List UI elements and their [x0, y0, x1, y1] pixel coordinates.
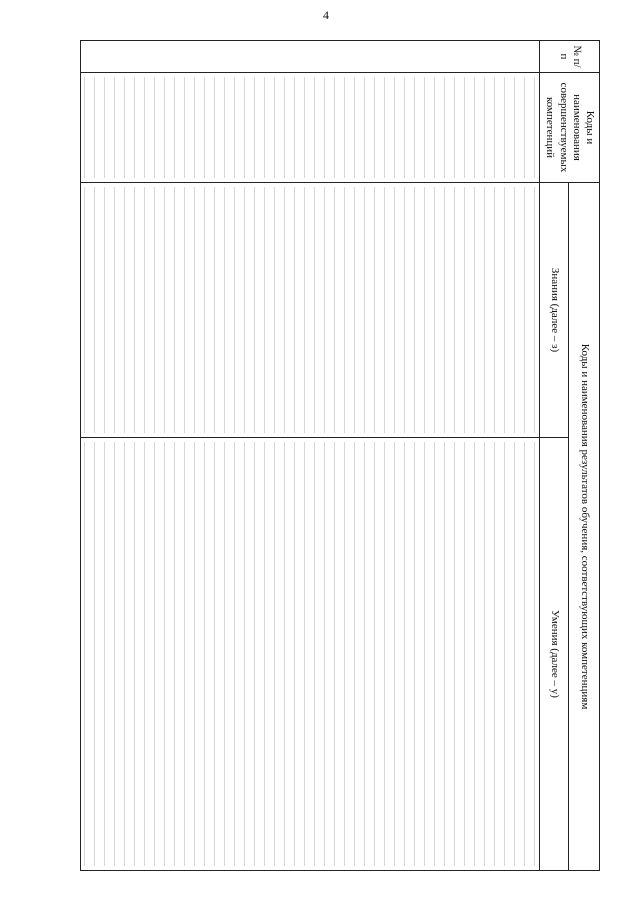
illegible-text-block: [84, 187, 536, 433]
row-num-cell: [81, 41, 540, 73]
illegible-text-block: [84, 442, 536, 866]
header-num: № п/п: [540, 41, 600, 73]
header-knowledge: Знания (далее – з): [540, 183, 569, 438]
row-codes-cell: [81, 73, 540, 183]
illegible-text-block: [84, 77, 536, 178]
rotated-table-wrapper: [80, 40, 600, 870]
competencies-table: [80, 40, 600, 871]
page-number: 4: [323, 8, 329, 22]
header-skills: Умения (далее – у): [540, 438, 569, 871]
header-results: Коды и наименования результатов обучения, соответствующих компетенциям: [568, 183, 599, 871]
header-codes: Коды и наименования совершенствуемых компетенций: [540, 73, 600, 183]
row-knowledge-cell: [81, 183, 540, 438]
row-skills-cell: [81, 438, 540, 871]
